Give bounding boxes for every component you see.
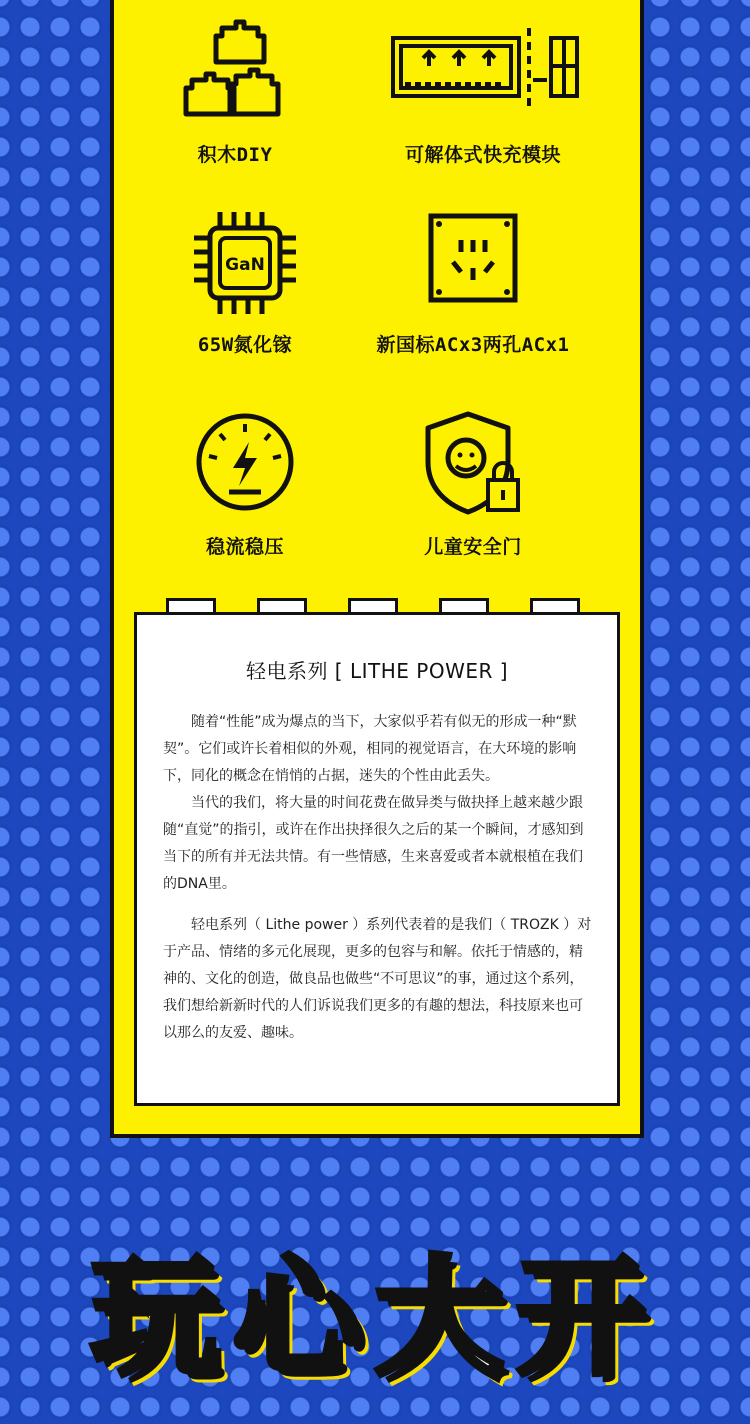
feature-child-safety xyxy=(348,410,598,580)
lithe-power-card xyxy=(134,612,620,1106)
power-socket-icon xyxy=(423,208,523,308)
card-title: 轻电系列 [ LITHE POWER ] xyxy=(245,659,509,683)
feature-building-blocks xyxy=(110,18,360,188)
card-paragraph: 轻电系列（ Lithe power ）系列代表着的是我们（ TROZK ）对于产品、情绪的多元化展现，更多的包容与和解。依托于情感的，精神的、文化的创造，做良品也做些“不可思议”的事，通过这个系列，我们想给新新时代的人们诉说我们更多的有趣的想法，科技原来也可以那么的友爱、趣味。 xyxy=(163,917,592,1041)
headline: 玩心大开 xyxy=(90,1244,659,1393)
feature-label: 儿童安全门 xyxy=(424,536,522,558)
gauge-lightning-icon xyxy=(193,410,297,514)
feature-stable-current xyxy=(120,410,370,580)
detachable-module-icon xyxy=(383,18,583,118)
feature-label: 65W氮化镓 xyxy=(197,334,293,356)
building-blocks-icon xyxy=(180,18,290,118)
feature-label: 可解体式快充模块 xyxy=(404,144,561,166)
card-paragraph: 当代的我们，将大量的时间花费在做异类与做抉择上越来越少跟随“直觉”的指引，或许在作出抉择很久之后的某一个瞬间，才感知到当下的所有并无法共情。有一些情感，生来喜爱或者本就根植在我们的DNA里。 xyxy=(163,795,584,892)
feature-label: 稳流稳压 xyxy=(205,536,284,558)
chip-text: GaN xyxy=(225,255,265,275)
card-body xyxy=(163,709,595,1047)
feature-label: 积木DIY xyxy=(197,144,273,166)
gan-chip-icon xyxy=(190,208,300,318)
feature-socket xyxy=(348,208,598,378)
feature-detachable-module xyxy=(358,18,608,188)
child-lock-shield-icon xyxy=(418,410,528,520)
card-paragraph: 随着“性能”成为爆点的当下，大家似乎若有似无的形成一种“默契”。它们或许长着相似的外观，相同的视觉语言，在大环境的影响下，同化的概念在悄悄的占据，迷失的个性由此丢失。 xyxy=(163,714,577,784)
feature-gan xyxy=(120,208,370,378)
feature-label: 新国标ACx3两孔ACx1 xyxy=(376,334,570,356)
